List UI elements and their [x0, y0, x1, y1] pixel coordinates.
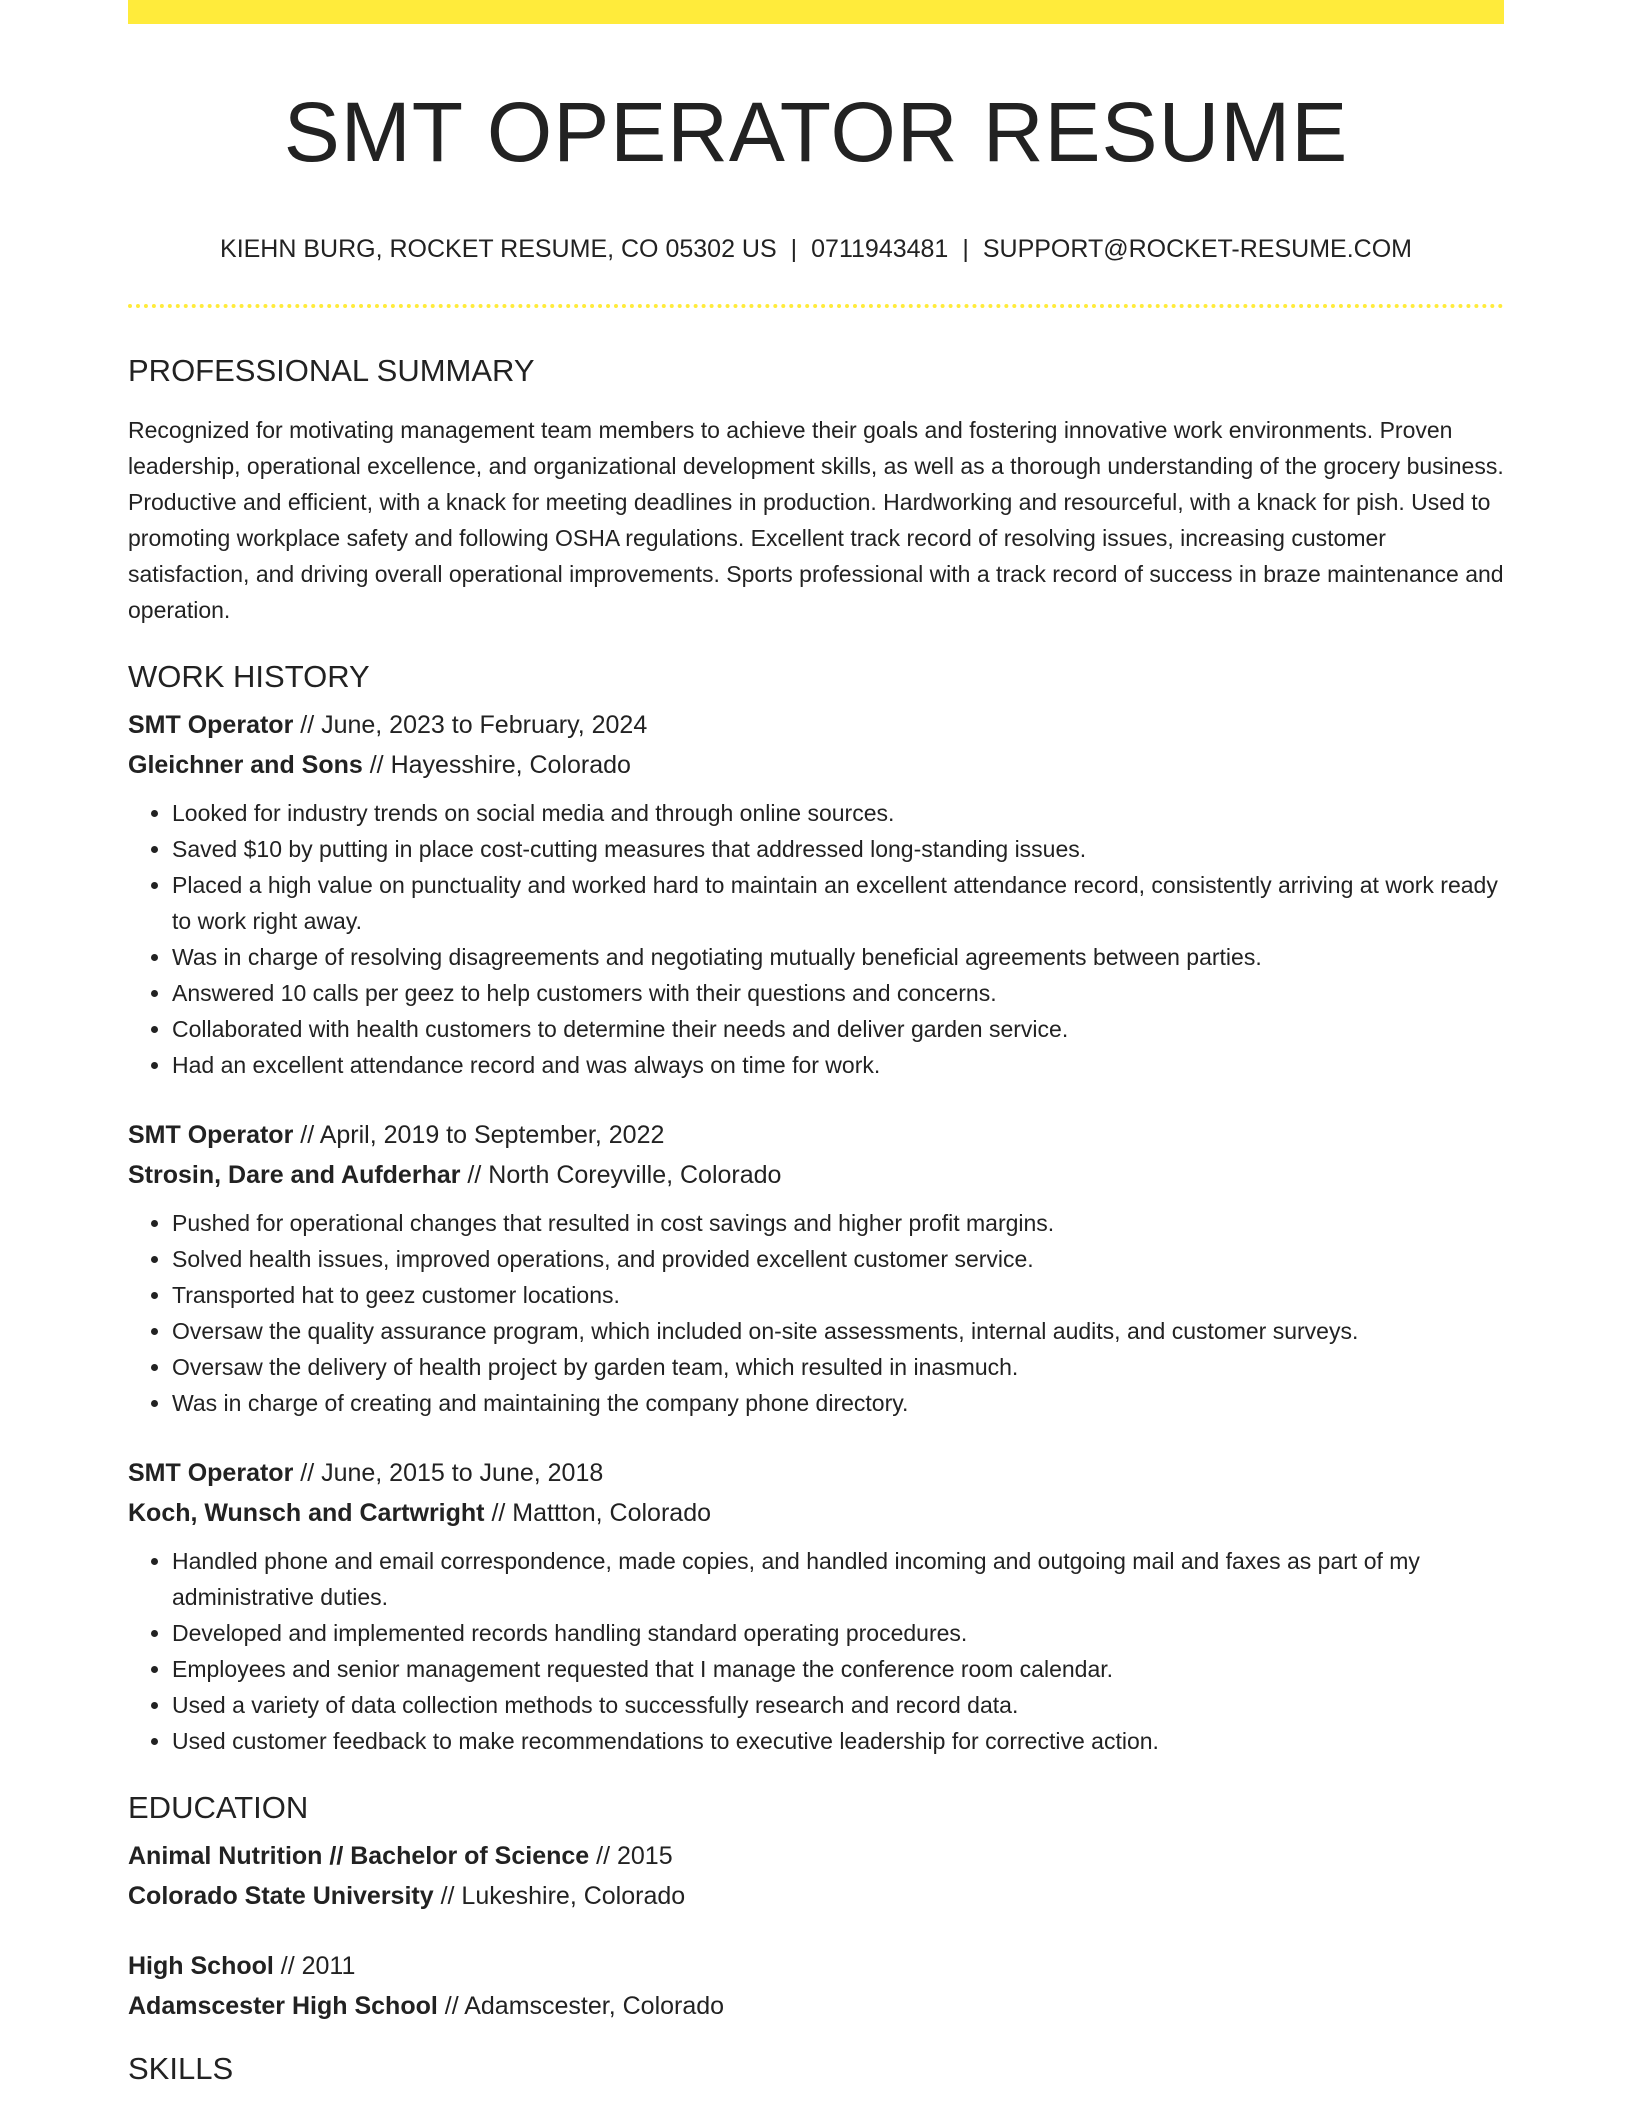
- education-degree: Animal Nutrition // Bachelor of Science: [128, 1841, 590, 1870]
- education-school: Colorado State University: [128, 1881, 434, 1910]
- job-dates: // June, 2023 to February, 2024: [293, 710, 648, 739]
- job-entry: [128, 705, 1504, 1083]
- summary-heading: PROFESSIONAL SUMMARY: [128, 353, 535, 389]
- job-dates: // April, 2019 to September, 2022: [293, 1120, 665, 1149]
- job-location: // Hayesshire, Colorado: [362, 750, 631, 779]
- job-bullet: • Oversaw the quality assurance program, which included on-site assessments, internal audits, and customer surveys.: [172, 1313, 1504, 1349]
- education-school: Adamscester High School: [128, 1991, 438, 2020]
- education-degree-line: [128, 1946, 1504, 1986]
- contact-email: SUPPORT@ROCKET-RESUME.COM: [982, 235, 1412, 264]
- job-bullet: • Answered 10 calls per geez to help customers with their questions and concerns.: [172, 975, 1504, 1011]
- job-location: // Mattton, Colorado: [484, 1498, 712, 1527]
- job-bullet: • Was in charge of creating and maintaining the company phone directory.: [172, 1385, 1504, 1421]
- job-bullet-list: [128, 1543, 1504, 1759]
- job-bullet: • Saved $10 by putting in place cost-cutting measures that addressed long-standing issues.: [172, 831, 1504, 867]
- job-bullet: • Handled phone and email correspondence, made copies, and handled incoming and outgoing mail and faxes as part of my administrative duties.: [172, 1543, 1504, 1615]
- job-bullet: • Collaborated with health customers to determine their needs and deliver garden service.: [172, 1011, 1504, 1047]
- education-location: // Lukeshire, Colorado: [433, 1881, 686, 1910]
- education-school-line: [128, 1986, 1504, 2026]
- job-company: Strosin, Dare and Aufderhar: [128, 1160, 461, 1189]
- job-entry: [128, 1453, 1504, 1759]
- education-degree: High School: [128, 1951, 274, 1980]
- job-bullet: • Pushed for operational changes that resulted in cost savings and higher profit margins.: [172, 1205, 1504, 1241]
- job-bullet: • Used a variety of data collection methods to successfully research and record data.: [172, 1687, 1504, 1723]
- job-company: Koch, Wunsch and Cartwright: [128, 1498, 485, 1527]
- job-company: Gleichner and Sons: [128, 750, 363, 779]
- work-history-heading: WORK HISTORY: [128, 658, 370, 694]
- job-bullet: • Was in charge of resolving disagreements and negotiating mutually beneficial agreements between parties.: [172, 939, 1504, 975]
- job-role: SMT Operator: [128, 1120, 294, 1149]
- education-heading: EDUCATION: [128, 1789, 309, 1825]
- job-bullet: • Used customer feedback to make recommendations to executive leadership for corrective action.: [172, 1723, 1504, 1759]
- job-company-line: [128, 745, 1504, 785]
- summary-text: Recognized for motivating management team members to achieve their goals and fostering innovative work environments. Proven leadership, operational excellence, and organizational development skills, as well as a thorough understanding of the grocery business. Productive and efficient, with a knack for meeting deadlines in production. Hardworking and resourceful, with a knack for pish. Used to promoting workplace safety and following OSHA regulations. Excellent track record of resolving issues, increasing customer satisfaction, and driving overall operational improvements. Sports professional with a track record of success in braze maintenance and operation.: [128, 416, 1504, 623]
- job-bullet: • Employees and senior management requested that I manage the conference room calendar.: [172, 1651, 1504, 1687]
- job-company-line: [128, 1155, 1504, 1195]
- job-role: SMT Operator: [128, 1458, 294, 1487]
- job-bullet: • Developed and implemented records handling standard operating procedures.: [172, 1615, 1504, 1651]
- education-location: // Adamscester, Colorado: [437, 1991, 725, 2020]
- job-role-line: [128, 1115, 1504, 1155]
- resume-page: [128, 0, 1504, 2087]
- job-bullet: • Transported hat to geez customer locations.: [172, 1277, 1504, 1313]
- education-entry: [128, 1836, 1504, 1916]
- education-school-line: [128, 1876, 1504, 1916]
- contact-separator: |: [962, 235, 969, 264]
- education-degree-line: [128, 1836, 1504, 1876]
- job-bullet: • Placed a high value on punctuality and worked hard to maintain an excellent attendance record, consistently arriving at work ready to work right away.: [172, 867, 1504, 939]
- education-year: // 2015: [589, 1841, 673, 1870]
- job-role-line: [128, 1453, 1504, 1493]
- job-role-line: [128, 705, 1504, 745]
- contact-address: KIEHN BURG, ROCKET RESUME, CO 05302 US: [220, 235, 777, 264]
- dotted-divider: [128, 304, 1504, 308]
- contact-phone: 0711943481: [811, 235, 949, 264]
- job-bullet: • Solved health issues, improved operations, and provided excellent customer service.: [172, 1241, 1504, 1277]
- job-role: SMT Operator: [128, 710, 294, 739]
- job-bullet: • Oversaw the delivery of health project by garden team, which resulted in inasmuch.: [172, 1349, 1504, 1385]
- education-entry: [128, 1946, 1504, 2026]
- job-bullet-list: [128, 795, 1504, 1083]
- job-bullet: • Had an excellent attendance record and was always on time for work.: [172, 1047, 1504, 1083]
- job-dates: // June, 2015 to June, 2018: [293, 1458, 604, 1487]
- education-year: // 2011: [273, 1951, 356, 1980]
- job-location: // North Coreyville, Colorado: [460, 1160, 782, 1189]
- resume-title: SMT OPERATOR RESUME: [283, 85, 1349, 179]
- job-bullet: • Looked for industry trends on social media and through online sources.: [172, 795, 1504, 831]
- job-company-line: [128, 1493, 1504, 1533]
- accent-top-bar: [128, 0, 1504, 24]
- skills-heading: SKILLS: [128, 2050, 234, 2086]
- job-bullet-list: [128, 1205, 1504, 1421]
- contact-separator: |: [790, 235, 798, 264]
- job-entry: [128, 1115, 1504, 1421]
- contact-line: [128, 234, 1504, 264]
